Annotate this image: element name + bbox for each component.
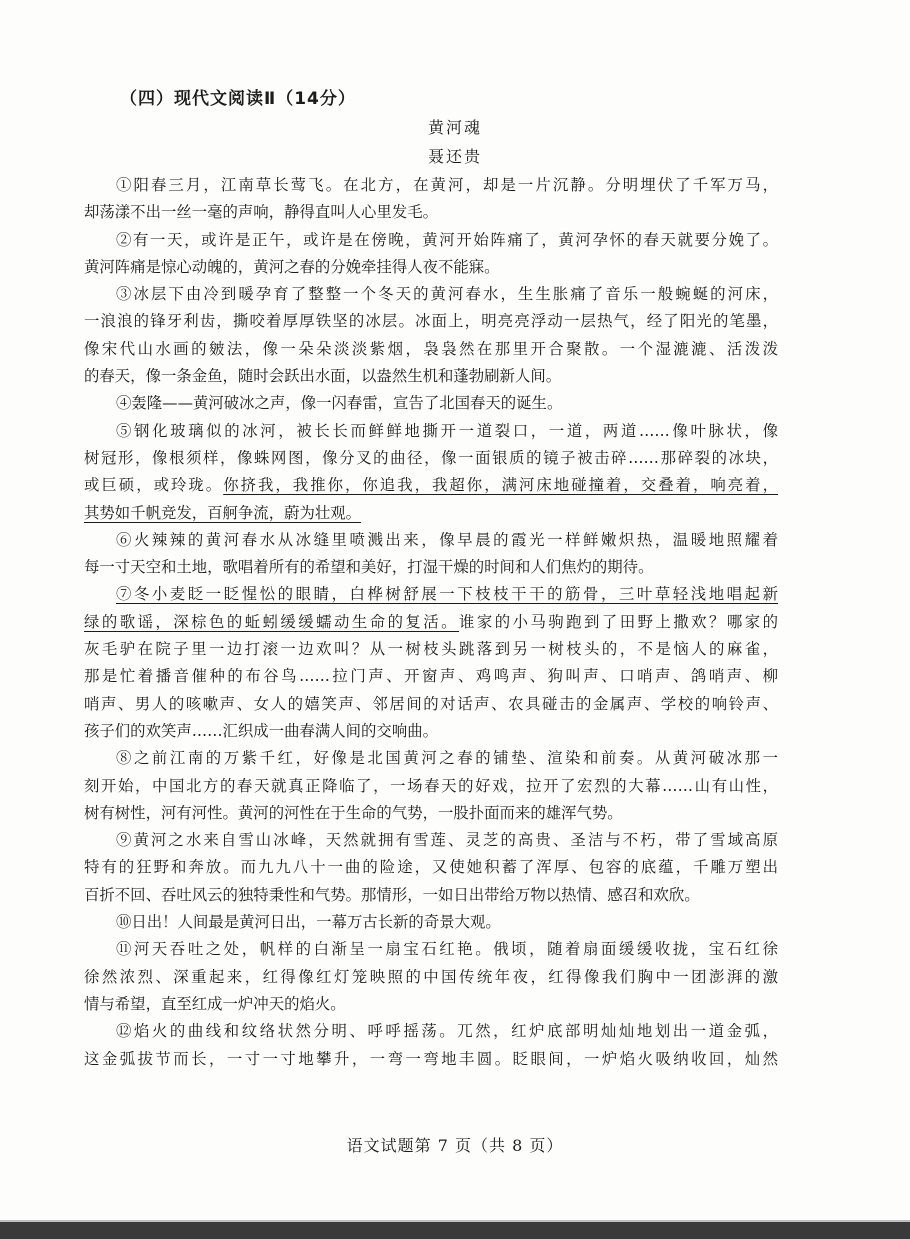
text-line bbox=[84, 991, 778, 1018]
line-text: 情与希望，直至红成一炉冲天的焰火。 bbox=[84, 994, 346, 1013]
line-text: 那是忙着播音催种的布谷鸟……拉门声、开窗声、鸡鸣声、狗叫声、口哨声、鸽哨声、柳 bbox=[84, 667, 778, 686]
text-line bbox=[84, 691, 778, 718]
line-text: 黄河阵痛是惊心动魄的，黄河之春的分娩牵挂得人夜不能寐。 bbox=[84, 257, 500, 276]
text-line bbox=[84, 1046, 778, 1073]
line-text: ②有一天，或许是正午，或许是在傍晚，黄河开始阵痛了，黄河孕怀的春天就要分娩了。 bbox=[116, 230, 778, 249]
text-line bbox=[84, 827, 778, 854]
text-line bbox=[84, 854, 778, 881]
line-text: ①阳春三月，江南草长莺飞。在北方，在黄河，却是一片沉静。分明埋伏了千军万马， bbox=[116, 176, 778, 194]
line-text: ⑫焰火的曲线和纹络状然分明、呼呼摇荡。兀然，红炉底部明灿灿地划出一道金弧， bbox=[116, 1022, 778, 1041]
line-text: 树冠形，像根须样，像蛛网图，像分叉的曲径，像一面银质的镜子被击碎……那碎裂的冰块， bbox=[84, 448, 778, 467]
line-text: ④轰隆——黄河破冰之声，像一闪春雷，宣告了北国春天的诞生。 bbox=[116, 394, 563, 413]
text-line bbox=[84, 363, 778, 390]
text-line bbox=[84, 882, 778, 909]
text-line bbox=[84, 663, 778, 690]
text-line bbox=[84, 281, 778, 308]
line-text: 谁家的小马驹跑到了田野上撒欢？哪家的 bbox=[459, 612, 778, 631]
text-line bbox=[84, 445, 778, 472]
text-line bbox=[84, 581, 778, 608]
line-text: 哨声、男人的咳嗽声、女人的嬉笑声、邻居间的对话声、农具碰击的金属声、学校的响铃声、 bbox=[84, 694, 778, 713]
line-text: 特有的狂野和奔放。而九九八十一曲的险途，又使她积蓄了浑厚、包容的底蕴，千雕万塑出 bbox=[84, 858, 778, 877]
line-text: 刻开始，中国北方的春天就真正降临了，一场春天的好戏，拉开了宏烈的大幕……山有山性， bbox=[84, 776, 778, 795]
line-text: ⑤钢化玻璃似的冰河，被长长而鲜鲜地撕开一道裂口，一道，两道……像叶脉状，像 bbox=[116, 421, 778, 440]
underlined-text: ⑦冬小麦眨一眨惺忪的眼睛，白桦树舒展一下枝枝干干的筋骨，三叶草轻浅地唱起新 bbox=[116, 585, 778, 604]
article-author: 聂还贵 bbox=[427, 147, 482, 166]
text-line bbox=[84, 773, 778, 800]
text-line bbox=[84, 472, 778, 499]
line-text: 却荡漾不出一丝一毫的声响，静得直叫人心里发毛。 bbox=[84, 203, 438, 222]
line-text: ③冰层下由冷到暖孕育了整整一个冬天的黄河春水，生生胀痛了音乐一般蜿蜒的河床， bbox=[116, 285, 778, 304]
text-line bbox=[84, 745, 778, 772]
line-text: 孩子们的欢笑声……汇织成一曲春满人间的交响曲。 bbox=[84, 721, 438, 740]
underlined-text: 你挤我，我推你，你追我，我超你，满河床地碰撞着，交叠着，响亮着， bbox=[223, 476, 778, 495]
line-text: ⑥火辣辣的黄河春水从冰缝里喷溅出来，像早晨的霞光一样鲜嫩炽热，温暖地照耀着 bbox=[116, 530, 778, 549]
text-line bbox=[84, 909, 778, 936]
text-line bbox=[84, 308, 778, 335]
text-line bbox=[84, 390, 778, 417]
text-line bbox=[84, 172, 778, 199]
text-line bbox=[84, 336, 778, 363]
scan-bottom-bar bbox=[0, 1222, 910, 1239]
line-text: 树有树性，河有河性。黄河的河性在于生命的气势，一股扑面而来的雄浑气势。 bbox=[84, 803, 623, 822]
text-line bbox=[84, 718, 778, 745]
line-text: 一浪浪的锋牙利齿，撕咬着厚厚铁坚的冰层。冰面上，明亮亮浮动一层热气，经了阳光的笔墨， bbox=[84, 312, 778, 331]
line-text: ⑨黄河之水来自雪山冰峰，天然就拥有雪莲、灵芝的高贵、圣洁与不朽，带了雪域高原 bbox=[116, 831, 778, 850]
text-line bbox=[84, 636, 778, 663]
line-text: 这金弧拔节而长，一寸一寸地攀升，一弯一弯地丰圆。眨眼间，一炉焰火吸纳收回，灿然 bbox=[84, 1049, 778, 1068]
text-line bbox=[84, 800, 778, 827]
line-text: ⑧之前江南的万紫千红，好像是北国黄河之春的铺垫、渲染和前奏。从黄河破冰那一 bbox=[116, 749, 778, 768]
line-text: 或巨硕，或玲珑。 bbox=[84, 476, 224, 495]
text-line bbox=[84, 1018, 778, 1045]
line-text: 徐然浓烈、深重起来，红得像红灯笼映照的中国传统年夜，红得像我们胸中一团澎湃的激 bbox=[84, 967, 778, 986]
text-line bbox=[84, 936, 778, 963]
text-line bbox=[84, 418, 778, 445]
text-line bbox=[84, 527, 778, 554]
text-line bbox=[84, 964, 778, 991]
line-text: 的春天，像一条金鱼，随时会跃出水面，以盎然生机和蓬勃刷新人间。 bbox=[84, 367, 562, 386]
underlined-text: 绿的歌谣，深棕色的蚯蚓缓缓蠕动生命的复活。 bbox=[84, 612, 460, 631]
underlined-text: 其势如千帆竞发，百舸争流，蔚为壮观。 bbox=[84, 503, 362, 522]
line-text: 灰毛驴在院子里一边打滚一边欢叫？从一树枝头跳落到另一树枝头的，不是恼人的麻雀， bbox=[84, 640, 778, 659]
article-body bbox=[84, 172, 778, 1073]
line-text: ⑪河天吞吐之处，帆样的白渐呈一扇宝石红艳。俄顷，随着扇面缓缓收拢，宝石红徐 bbox=[116, 940, 778, 959]
line-text: ⑩日出！人间最是黄河日出，一幕万古长新的奇景大观。 bbox=[116, 913, 501, 932]
text-line bbox=[84, 554, 778, 581]
page-footer: 语文试题第 7 页（共 8 页） bbox=[346, 1136, 564, 1155]
text-line bbox=[84, 227, 778, 254]
text-line bbox=[84, 500, 778, 527]
section-heading: （四）现代文阅读Ⅱ（14分） bbox=[120, 89, 356, 109]
text-line bbox=[84, 199, 778, 226]
line-text: 像宋代山水画的皴法，像一朵朵淡淡紫烟，袅袅然在那里开合聚散。一个湿漉漉、活泼泼 bbox=[84, 339, 778, 358]
line-text: 每一寸天空和土地，歌唱着所有的希望和美好，打湿干燥的时间和人们焦灼的期待。 bbox=[84, 558, 654, 577]
text-line bbox=[84, 609, 778, 636]
line-text: 百折不回、吞吐风云的独特秉性和气势。那情形，一如日出带给万物以热情、感召和欢欣。 bbox=[84, 885, 700, 904]
text-line bbox=[84, 254, 778, 281]
article-title: 黄河魂 bbox=[427, 118, 482, 137]
